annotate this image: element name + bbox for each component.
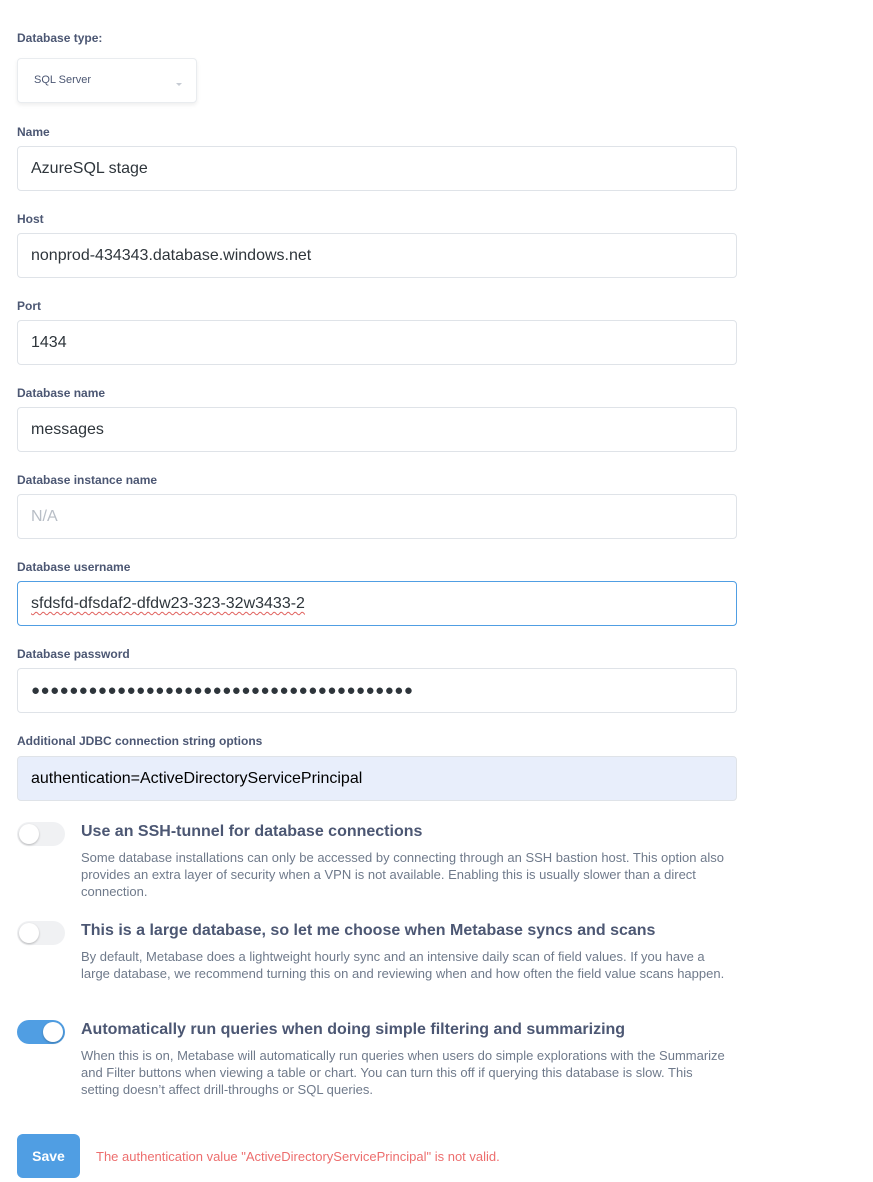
ssh-tunnel-description: Some database installations can only be accessed by connecting through an SSH bastion host. This option also provides an extra layer of security when a VPN is not available. Enabling this is usually slower than a direct connection. [81, 850, 724, 899]
toggle-knob [19, 923, 39, 943]
host-input[interactable]: nonprod-434343.database.windows.net [17, 233, 737, 278]
database-instance-name-input[interactable]: N/A [17, 494, 737, 539]
name-label: Name [17, 125, 50, 139]
host-label: Host [17, 212, 44, 226]
toggle-knob [43, 1022, 63, 1042]
database-username-input[interactable] [17, 581, 737, 626]
auto-run-queries-description: When this is on, Metabase will automatically run queries when users do simple explorations with the Summarize and Filter buttons when viewing a table or chart. You can turn this off if querying this database is slow. This setting doesn’t affect drill-throughs or SQL queries. [81, 1048, 725, 1097]
database-name-input[interactable]: messages [17, 407, 737, 452]
large-database-description: By default, Metabase does a lightweight hourly sync and an intensive daily scan of field values. If you have a large database, we recommend turning this on and reviewing when and how often the field value scans happen. [81, 949, 725, 981]
toggle-knob [19, 824, 39, 844]
port-input[interactable]: 1434 [17, 320, 737, 365]
large-database-title: This is a large database, so let me choose when Metabase syncs and scans [81, 922, 656, 939]
auto-run-queries-title: Automatically run queries when doing simple filtering and summarizing [81, 1021, 626, 1038]
database-type-label: Database type: [17, 31, 103, 45]
auto-run-queries-toggle[interactable] [17, 1020, 65, 1044]
database-type-select[interactable] [17, 58, 197, 103]
database-username-label: Database username [17, 560, 131, 574]
database-name-label: Database name [17, 386, 106, 400]
ssh-tunnel-toggle[interactable] [17, 822, 65, 846]
database-type-selected-value: SQL Server [34, 74, 92, 86]
large-database-toggle[interactable] [17, 921, 65, 945]
jdbc-options-label: Additional JDBC connection string options [17, 734, 263, 748]
database-username-value: sfdsfd-dfsdaf2-dfdw23-323-32w3433-2 [31, 595, 305, 612]
chevron-down-icon [176, 83, 182, 86]
name-input[interactable]: AzureSQL stage [17, 146, 737, 191]
jdbc-options-input[interactable]: authentication=ActiveDirectoryServicePrincipal [17, 756, 737, 801]
database-instance-name-label: Database instance name [17, 473, 158, 487]
ssh-tunnel-title: Use an SSH-tunnel for database connections [81, 823, 423, 840]
database-password-label: Database password [17, 647, 130, 661]
database-password-input[interactable]: ●●●●●●●●●●●●●●●●●●●●●●●●●●●●●●●●●●●●●●●● [17, 668, 737, 713]
save-button[interactable]: Save [17, 1134, 80, 1178]
port-label: Port [17, 299, 41, 313]
error-message: The authentication value "ActiveDirectoryServicePrincipal" is not valid. [96, 1149, 500, 1164]
